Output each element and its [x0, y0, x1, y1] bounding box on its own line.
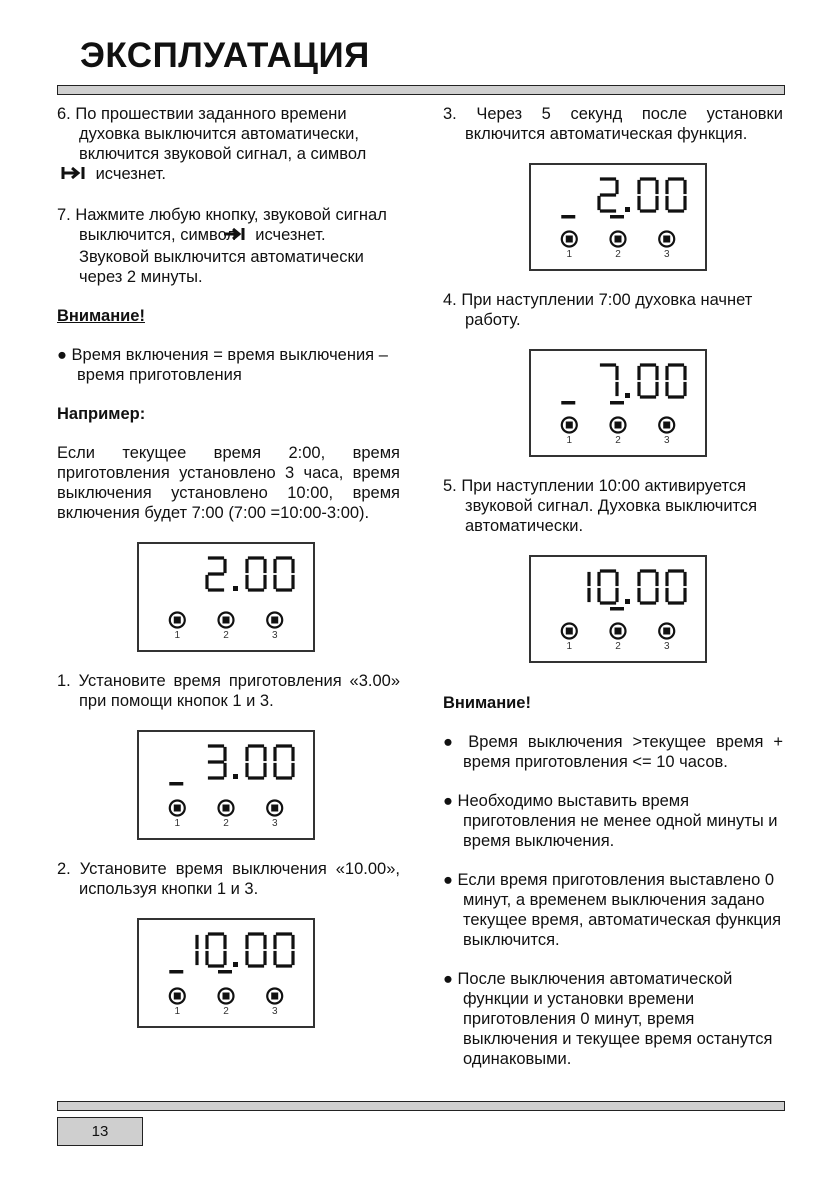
display-screen — [139, 920, 313, 1026]
display-button-label: 3 — [271, 630, 278, 641]
display-digit — [639, 571, 657, 603]
display-button-core — [566, 422, 573, 429]
display-button-core — [615, 422, 622, 429]
timer-display — [529, 163, 707, 271]
display-screen — [139, 732, 313, 838]
step-1: 1. Установите время приготовления «3.00» при помощи кнопок 1 и 3. — [57, 672, 400, 710]
display-button-core — [174, 617, 181, 624]
display-button-core — [174, 993, 181, 1000]
display-indicator-dash — [169, 970, 183, 974]
display-button-label: 1 — [566, 435, 573, 446]
display-screen — [531, 165, 705, 269]
footer-divider — [57, 1101, 785, 1111]
display-digit — [639, 179, 657, 211]
step-4: 4. При наступлении 7:00 духовка начнет работу. — [443, 291, 753, 329]
left-column — [57, 104, 400, 1047]
example-text: Если текущее время 2:00, время приготовления установлено 3 часа, время выключения установлено 10:00, время включения будет 7:00 (7:00 =10:00-3:00). — [57, 444, 400, 522]
display-digit — [599, 571, 617, 603]
display-digit — [247, 934, 265, 966]
display-button-core — [663, 422, 670, 429]
display-button-label: 1 — [174, 818, 181, 829]
step-2: 2. Установите время выключения «10.00», используя кнопки 1 и 3. — [57, 860, 400, 898]
display-decimal-point — [233, 774, 238, 779]
display-indicator-dash — [610, 607, 624, 611]
display-button-core — [566, 628, 573, 635]
timer-display — [529, 349, 707, 457]
right-column — [443, 104, 783, 1088]
display-digit — [599, 179, 617, 211]
display-button-core — [271, 617, 278, 624]
display-indicator-dash — [561, 401, 575, 405]
display-digit — [667, 365, 685, 397]
timer-display — [137, 542, 315, 652]
display-digit — [667, 571, 685, 603]
header-divider — [57, 85, 785, 95]
note-bullet: ● Необходимо выставить время приготовления не менее одной минуты и время выключения. — [443, 792, 778, 850]
display-button-label: 2 — [615, 435, 621, 446]
display-decimal-point — [625, 393, 630, 398]
display-button-label: 1 — [566, 249, 573, 260]
display-digit — [602, 365, 618, 395]
timer-display — [529, 555, 707, 663]
display-decimal-point — [625, 207, 630, 212]
display-indicator-dash — [218, 970, 232, 974]
display-digit — [210, 746, 226, 778]
display-decimal-point — [233, 586, 238, 591]
note-bullet: ● Время выключения >текущее время + время приготовления <= 10 часов. — [443, 733, 783, 771]
timer-display — [137, 918, 315, 1028]
display-screen — [531, 351, 705, 455]
step-6: 6. По прошествии заданного времени духовка выключится автоматически, включится звуковой сигнал, а символ исчезнет. — [57, 104, 400, 186]
display-button-label: 1 — [174, 630, 181, 641]
display-button-core — [566, 236, 573, 243]
display-decimal-point — [625, 599, 630, 604]
page-number: 13 — [57, 1117, 143, 1146]
display-button-label: 3 — [663, 435, 670, 446]
step-7: 7. Нажмите любую кнопку, звуковой сигнал выключится, символ исчезнет. Звуковой выключится автоматически через 2 минуты. — [57, 206, 387, 286]
display-button-label: 1 — [174, 1006, 181, 1017]
display-button-label: 2 — [223, 630, 229, 641]
display-button-label: 3 — [663, 249, 670, 260]
display-button-label: 3 — [271, 818, 278, 829]
display-indicator-dash — [610, 401, 624, 405]
display-button-core — [663, 628, 670, 635]
display-button-label: 2 — [615, 641, 621, 652]
display-digit — [639, 365, 657, 397]
display-digit — [275, 558, 293, 590]
display-screen — [139, 544, 313, 650]
example-heading: Например: — [57, 405, 146, 423]
display-indicator-dash — [610, 215, 624, 219]
timer-display — [137, 730, 315, 840]
cook-time-icon — [245, 226, 247, 247]
display-screen — [531, 557, 705, 661]
display-button-core — [271, 993, 278, 1000]
formula-bullet: ● Время включения = время выключения – время приготовления — [57, 346, 388, 384]
step-3: 3. Через 5 секунд после установки включится автоматическая функция. — [443, 105, 783, 143]
display-button-core — [271, 805, 278, 812]
display-button-core — [615, 628, 622, 635]
display-indicator-dash — [561, 215, 575, 219]
note-bullet: ● После выключения автоматической функции и установки времени приготовления 0 минут, время выключения и текущее время останутся одинаковыми. — [443, 970, 773, 1068]
display-digit — [275, 934, 293, 966]
display-button-core — [223, 617, 230, 624]
display-digit — [207, 934, 225, 966]
timer-end-icon — [83, 165, 87, 186]
display-button-core — [223, 805, 230, 812]
display-digit — [247, 558, 265, 590]
display-button-label: 2 — [223, 1006, 229, 1017]
display-button-label: 2 — [223, 818, 229, 829]
display-button-label: 3 — [271, 1006, 278, 1017]
display-button-label: 3 — [663, 641, 670, 652]
display-digit — [667, 179, 685, 211]
display-button-core — [174, 805, 181, 812]
display-button-core — [223, 993, 230, 1000]
display-decimal-point — [233, 962, 238, 967]
display-button-core — [615, 236, 622, 243]
display-button-label: 1 — [566, 641, 573, 652]
display-digit — [207, 558, 225, 590]
display-button-label: 2 — [615, 249, 621, 260]
attention-heading-right: Внимание! — [443, 694, 531, 712]
display-indicator-dash — [169, 782, 183, 786]
note-bullet: ● Если время приготовления выставлено 0 минут, а временем выключения задано текущее время, автоматическая функция выключится. — [443, 871, 782, 949]
display-button-core — [663, 236, 670, 243]
display-digit — [247, 746, 265, 778]
attention-heading-left: Внимание! — [57, 307, 145, 325]
display-digit — [275, 746, 293, 778]
page-title: ЭКСПЛУАТАЦИЯ — [80, 36, 370, 75]
step-5: 5. При наступлении 10:00 активируется звуковой сигнал. Духовка выключится автоматически. — [443, 477, 758, 535]
